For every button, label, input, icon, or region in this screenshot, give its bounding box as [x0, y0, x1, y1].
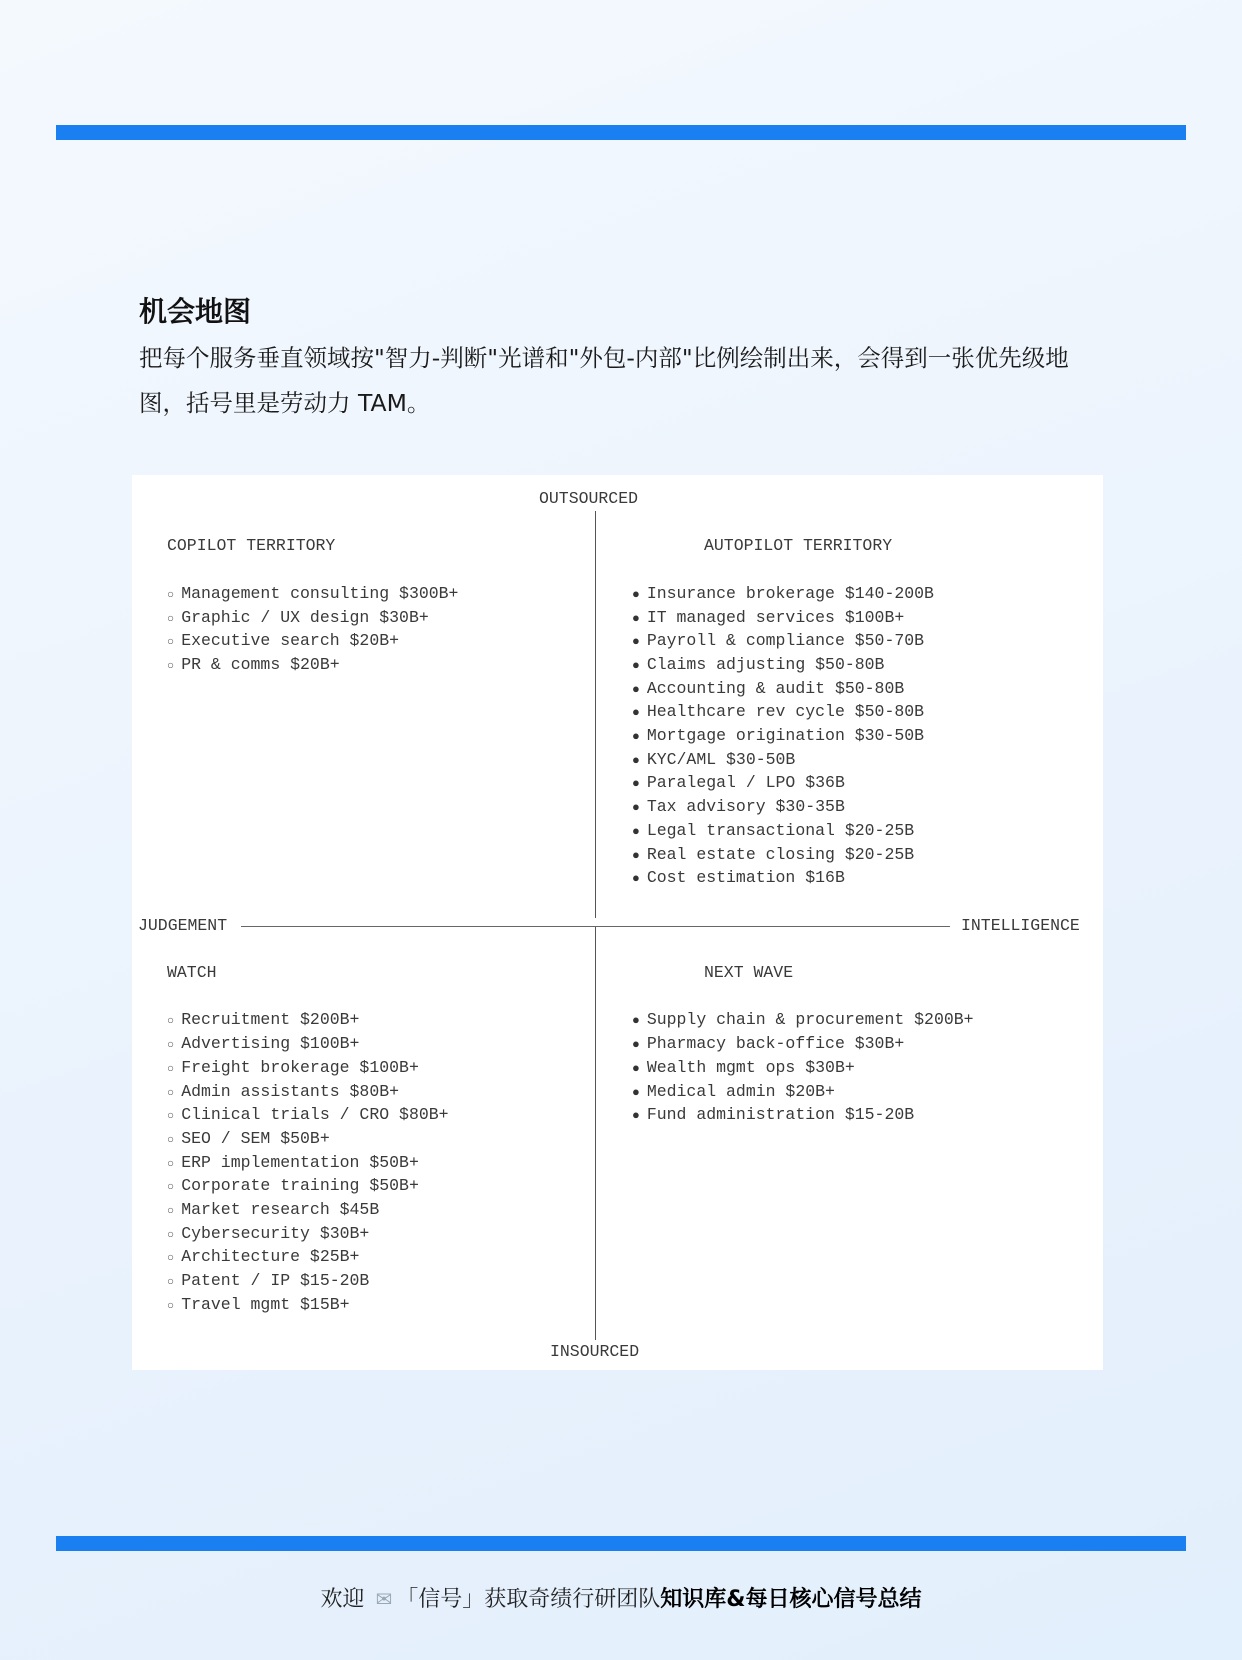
- filled-circle-icon: ●: [632, 1037, 640, 1053]
- list-item: [632, 629, 924, 654]
- list-item: [632, 653, 884, 678]
- filled-circle-icon: ●: [632, 1108, 640, 1124]
- list-item: [167, 1174, 419, 1200]
- list-item: [167, 1056, 419, 1082]
- axis-label-outsourced: OUTSOURCED: [539, 489, 639, 508]
- opportunity-map: [132, 475, 1103, 1370]
- top-accent-bar: [56, 125, 1186, 140]
- footer-bold-summary: 每日核心信号总结: [745, 1587, 922, 1612]
- list-item-label: Legal transactional $20-25B: [646, 820, 915, 840]
- list-item-label: PR & comms $20B+: [181, 654, 340, 674]
- list-item-label: Clinical trials / CRO $80B+: [181, 1105, 449, 1125]
- list-item: [167, 1032, 359, 1058]
- axis-label-judgement: JUDGEMENT: [138, 915, 228, 935]
- list-item-label: Travel mgmt $15B+: [181, 1294, 350, 1314]
- list-item: [167, 606, 429, 632]
- filled-circle-icon: ●: [632, 634, 640, 650]
- list-item-label: Executive search $20B+: [181, 631, 400, 651]
- filled-circle-icon: ●: [632, 705, 640, 721]
- hollow-circle-icon: ○: [167, 1275, 175, 1290]
- quadrant-title-bottom-left: WATCH: [167, 963, 217, 982]
- filled-circle-icon: ●: [632, 871, 640, 887]
- list-item-label: Wealth mgmt ops $30B+: [646, 1057, 855, 1077]
- filled-circle-icon: ●: [632, 752, 640, 768]
- hollow-circle-icon: ○: [167, 658, 175, 673]
- quadrant-title-bottom-right: NEXT WAVE: [704, 963, 794, 982]
- list-item: [167, 1269, 369, 1295]
- list-item-label: Accounting & audit $50-80B: [646, 678, 905, 698]
- list-item: [632, 700, 924, 725]
- list-item: [632, 1056, 855, 1081]
- filled-circle-icon: ●: [632, 823, 640, 839]
- footer-amp: &: [726, 1587, 746, 1612]
- filled-circle-icon: ●: [632, 610, 640, 626]
- list-item: [167, 1127, 330, 1153]
- footer-prefix: 欢迎: [320, 1587, 365, 1612]
- hollow-circle-icon: ○: [167, 1298, 175, 1313]
- list-item-label: IT managed services $100B+: [646, 607, 905, 627]
- hollow-circle-icon: ○: [167, 587, 175, 602]
- list-item: [632, 1080, 835, 1105]
- list-item-label: Cybersecurity $30B+: [181, 1223, 370, 1243]
- hollow-circle-icon: ○: [167, 1180, 175, 1195]
- footer-banner: [0, 1582, 1242, 1613]
- list-item-label: Graphic / UX design $30B+: [181, 607, 429, 627]
- list-item: [632, 795, 845, 820]
- list-item: [632, 582, 934, 607]
- list-item: [167, 1103, 449, 1129]
- list-item-label: Tax advisory $30-35B: [646, 797, 845, 817]
- list-item: [167, 1080, 399, 1106]
- list-item-label: Insurance brokerage $140-200B: [646, 583, 934, 603]
- filled-circle-icon: ●: [632, 586, 640, 602]
- list-item: [632, 1032, 904, 1057]
- list-item-label: Supply chain & procurement $200B+: [646, 1010, 974, 1030]
- hollow-circle-icon: ○: [167, 1085, 175, 1100]
- hollow-circle-icon: ○: [167, 1227, 175, 1242]
- list-item-label: Corporate training $50B+: [181, 1176, 419, 1196]
- list-item: [632, 1008, 974, 1033]
- list-item-label: Management consulting $300B+: [181, 583, 459, 603]
- filled-circle-icon: ●: [632, 1084, 640, 1100]
- filled-circle-icon: ●: [632, 800, 640, 816]
- hollow-circle-icon: ○: [167, 611, 175, 626]
- list-item: [167, 629, 399, 655]
- list-item: [167, 1151, 419, 1177]
- hollow-circle-icon: ○: [167, 635, 175, 650]
- list-item: [167, 1245, 359, 1271]
- list-item: [632, 724, 924, 749]
- list-item-label: Paralegal / LPO $36B: [646, 773, 845, 793]
- list-item: [632, 866, 845, 891]
- hollow-circle-icon: ○: [167, 1038, 175, 1053]
- hollow-circle-icon: ○: [167, 1132, 175, 1147]
- hollow-circle-icon: ○: [167, 1156, 175, 1171]
- list-item: [167, 1222, 369, 1248]
- filled-circle-icon: ●: [632, 657, 640, 673]
- filled-circle-icon: ●: [632, 776, 640, 792]
- hollow-circle-icon: ○: [167, 1204, 175, 1218]
- list-item-label: Payroll & compliance $50-70B: [646, 631, 925, 651]
- hollow-circle-icon: ○: [167, 1014, 175, 1029]
- list-item-label: Mortgage origination $30-50B: [646, 726, 925, 745]
- footer-bold-knowledge: 知识库: [660, 1587, 727, 1612]
- list-item: [632, 748, 795, 773]
- list-item-label: Claims adjusting $50-80B: [646, 654, 885, 674]
- list-item: [167, 1008, 359, 1034]
- axis-label-insourced: INSOURCED: [550, 1342, 640, 1362]
- list-item: [632, 606, 904, 631]
- list-item-label: Freight brokerage $100B+: [181, 1057, 419, 1077]
- hollow-circle-icon: ○: [167, 1251, 175, 1266]
- list-item-label: Pharmacy back-office $30B+: [646, 1034, 905, 1054]
- filled-circle-icon: ●: [632, 1060, 640, 1076]
- list-item: [632, 771, 845, 796]
- filled-circle-icon: ●: [632, 1013, 640, 1029]
- vertical-axis-upper: [595, 511, 596, 918]
- horizontal-axis: [241, 926, 950, 927]
- list-item-label: ERP implementation $50B+: [181, 1152, 419, 1172]
- list-item-label: Recruitment $200B+: [181, 1010, 360, 1030]
- list-item: [167, 1198, 379, 1224]
- list-item-label: Cost estimation $16B: [646, 868, 845, 888]
- list-item-label: KYC/AML $30-50B: [646, 749, 796, 769]
- bottom-accent-bar: [56, 1536, 1186, 1551]
- list-item-label: Admin assistants $80B+: [181, 1081, 400, 1101]
- list-item: [632, 1103, 914, 1128]
- list-item: [632, 677, 904, 702]
- section-description: 把每个服务垂直领域按"智力-判断"光谱和"外包-内部"比例绘制出来，会得到一张优先级地图，括号里是劳动力 TAM。: [139, 344, 1069, 417]
- quadrant-title-top-right: AUTOPILOT TERRITORY: [704, 536, 893, 556]
- list-item: [632, 819, 914, 844]
- list-item: [167, 582, 458, 608]
- list-item-label: Fund administration $15-20B: [646, 1105, 915, 1125]
- hollow-circle-icon: ○: [167, 1109, 175, 1124]
- list-item-label: SEO / SEM $50B+: [181, 1128, 330, 1148]
- list-item-label: Medical admin $20B+: [646, 1081, 835, 1101]
- envelope-icon: ✉: [375, 1587, 393, 1611]
- list-item: [632, 843, 914, 868]
- list-item-label: Advertising $100B+: [181, 1034, 360, 1054]
- filled-circle-icon: ●: [632, 681, 640, 697]
- list-item-label: Real estate closing $20-25B: [646, 844, 915, 864]
- footer-middle: 「信号」获取奇绩行研团队: [396, 1587, 661, 1612]
- list-item: [167, 1293, 350, 1319]
- filled-circle-icon: ●: [632, 847, 640, 863]
- list-item: [167, 653, 340, 679]
- vertical-axis-lower: [595, 926, 596, 1341]
- quadrant-title-top-left: COPILOT TERRITORY: [167, 536, 336, 556]
- axis-label-intelligence: INTELLIGENCE: [961, 915, 1080, 935]
- list-item-label: Patent / IP $15-20B: [181, 1271, 370, 1291]
- list-item-label: Architecture $25B+: [181, 1247, 360, 1267]
- hollow-circle-icon: ○: [167, 1061, 175, 1076]
- list-item-label: Market research $45B: [181, 1200, 380, 1219]
- list-item-label: Healthcare rev cycle $50-80B: [646, 702, 925, 722]
- filled-circle-icon: ●: [632, 729, 640, 744]
- section-title: 机会地图: [139, 295, 252, 328]
